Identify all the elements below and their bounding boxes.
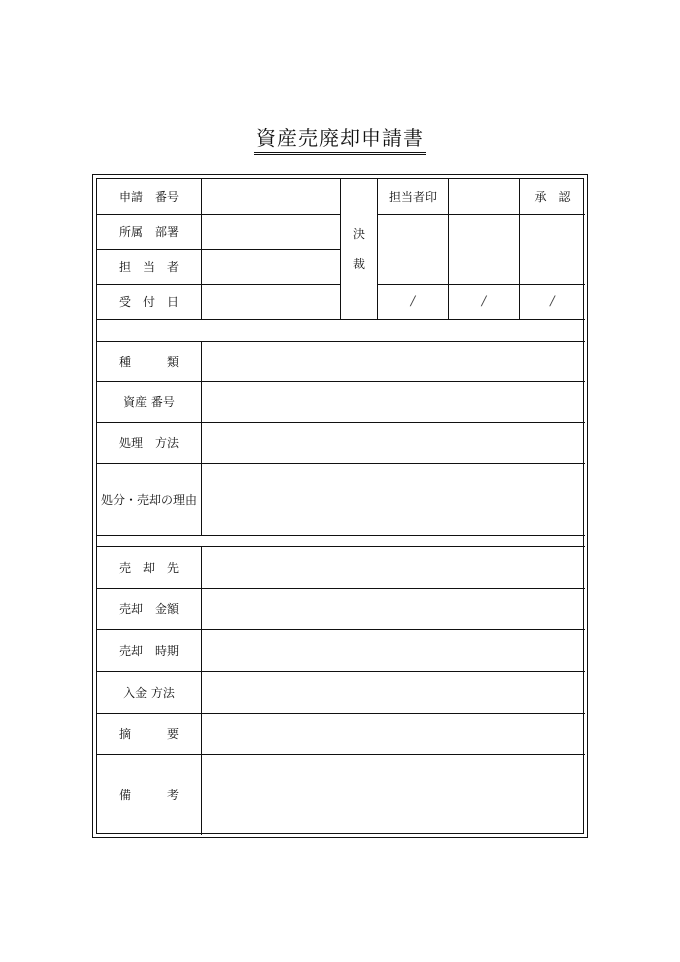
type-label: 種 類: [118, 354, 179, 369]
date-slash-2: /: [481, 294, 487, 309]
header-bottom-line: [97, 319, 585, 320]
application-form: [92, 174, 588, 838]
section-1-bottom-line: [97, 535, 585, 536]
staff-seal-label: 担当者印: [388, 190, 437, 204]
date-slash-1: /: [410, 294, 416, 309]
decision-char-2: 裁: [352, 257, 365, 271]
asset-number-label: 資産 番号: [123, 395, 175, 409]
department-label: 所属 部署: [118, 225, 179, 239]
document-title-text: 資産売廃却申請書: [254, 122, 426, 155]
application-number-label: 申請 番号: [118, 190, 179, 204]
decision-char-1: 決: [352, 227, 365, 241]
form-table: [96, 178, 584, 834]
buyer-label: 売 却 先: [118, 560, 179, 575]
stamp-row-line-1: [377, 214, 585, 215]
received-date-label: 受 付 日: [118, 295, 179, 309]
document-title: [0, 122, 680, 155]
section-2-label-divider: [201, 546, 202, 835]
section-1-label-divider: [201, 341, 202, 535]
date-slash-3: /: [550, 294, 555, 309]
person-in-charge-label: 担 当 者: [118, 260, 179, 274]
processing-method-label: 処理 方法: [118, 436, 179, 450]
approval-label: 承 認: [534, 190, 571, 204]
summary-label: 摘 要: [118, 727, 179, 741]
disposal-reason-label: 処分・売却の理由: [100, 492, 197, 507]
decision-label: [341, 217, 377, 281]
sale-amount-label: 売却 金額: [118, 602, 179, 616]
payment-method-label: 入金 方法: [123, 685, 175, 700]
sale-time-label: 売却 時期: [118, 643, 179, 658]
remarks-label: 備 考: [118, 788, 179, 802]
